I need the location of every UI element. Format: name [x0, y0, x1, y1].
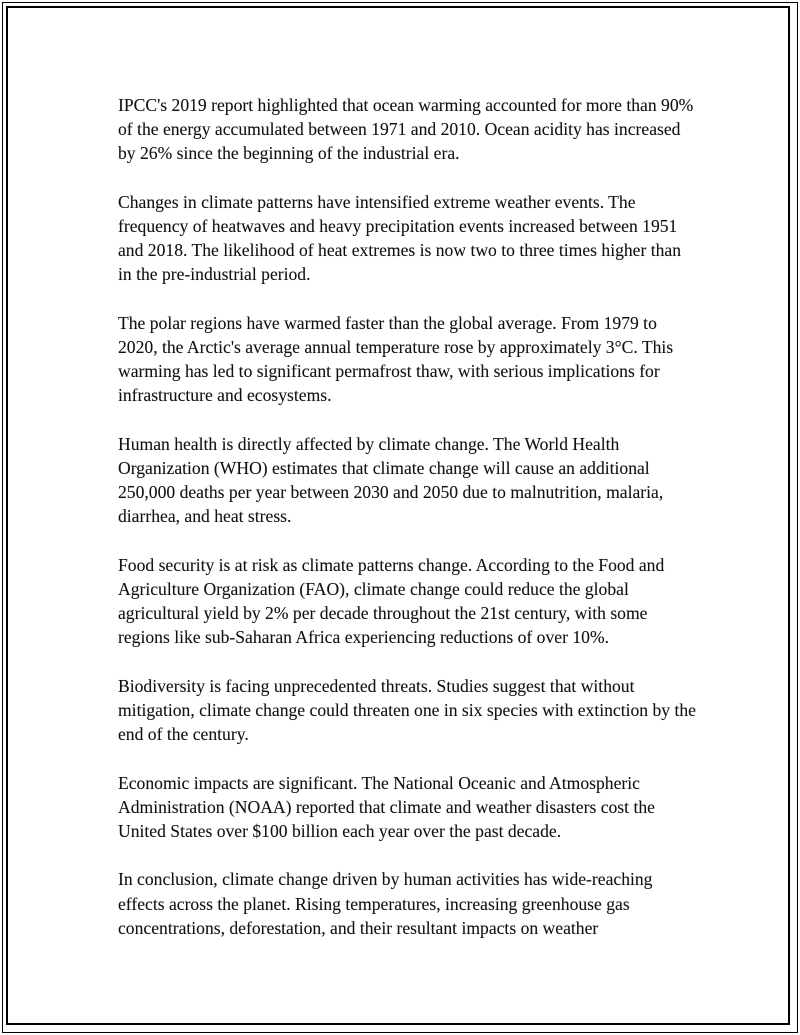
- paragraph-human-health: Human health is directly affected by climate change. The World Health Organization (WHO) estimates that climate change will cause an additional 250,000 deaths per year between 2030 and 2050 due to malnutrition, malaria, diarrhea, and heat stress.: [118, 433, 664, 527]
- paragraph-polar-regions: The polar regions have warmed faster than the global average. From 1979 to 2020, the Arctic's average annual temperature rose by approximately 3°C. This warming has led to significant permafrost thaw, with serious implications for infrastructure and ecosystems.: [118, 312, 674, 406]
- paragraph-conclusion: In conclusion, climate change driven by human activities has wide-reaching effects across the planet. Rising temperatures, increasing greenhouse gas concentrations, deforestation, and their resultant impacts on weather: [118, 869, 653, 938]
- document-body: [118, 93, 698, 964]
- paragraph-economic-impacts: Economic impacts are significant. The National Oceanic and Atmospheric Administration (NOAA) reported that climate and weather disasters cost the United States over $100 billion each year over the past decade.: [118, 772, 655, 841]
- paragraph-ocean-warming: IPCC's 2019 report highlighted that ocean warming accounted for more than 90% of the energy accumulated between 1971 and 2010. Ocean acidity has increased by 26% since the beginning of the industrial era.: [118, 95, 694, 164]
- paragraph-food-security: Food security is at risk as climate patterns change. According to the Food and Agriculture Organization (FAO), climate change could reduce the global agricultural yield by 2% per decade throughout the 21st century, with some regions like sub-Saharan Africa experiencing reductions of over 10%.: [118, 554, 665, 648]
- paragraph-biodiversity: Biodiversity is facing unprecedented threats. Studies suggest that without mitigation, climate change could threaten one in six species with extinction by the end of the century.: [118, 675, 696, 745]
- paragraph-extreme-weather: Changes in climate patterns have intensified extreme weather events. The frequency of heatwaves and heavy precipitation events increased between 1951 and 2018. The likelihood of heat extremes is now two to three times higher than in the pre-industrial period.: [118, 191, 682, 285]
